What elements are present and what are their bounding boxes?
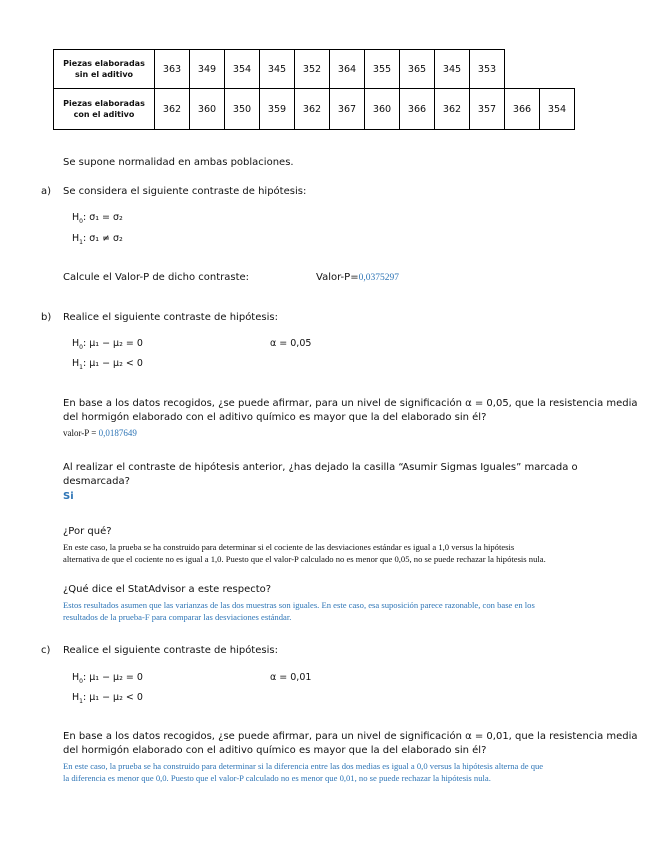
table-empty-cell — [505, 50, 540, 89]
h1-subscript: 1 — [79, 697, 83, 705]
table-cell: 349 — [190, 50, 225, 89]
section-c-h0 — [72, 672, 143, 685]
h0-expression: : σ₁ = σ₂ — [82, 212, 123, 223]
table-cell: 362 — [435, 89, 470, 130]
table-cell: 362 — [295, 89, 330, 130]
table-cell: 357 — [470, 89, 505, 130]
why-answer-line: alternativa de que el cociente no es igual a 1,0. Puesto que el valor-P calculado no es menor que 0,05, no se puede rechazar la hipótesis nula. — [63, 553, 546, 564]
table-cell: 359 — [260, 89, 295, 130]
section-b-title: Realice el siguiente contraste de hipótesis: — [63, 312, 278, 323]
section-c-h1 — [72, 692, 143, 705]
table-empty-cell — [540, 50, 575, 89]
row-header-sin-aditivo — [54, 50, 155, 89]
table-cell: 353 — [470, 50, 505, 89]
table-cell: 364 — [330, 50, 365, 89]
table-cell: 360 — [190, 89, 225, 130]
h1-letter: H — [72, 358, 80, 369]
h1-expression: : μ₁ − μ₂ < 0 — [82, 692, 143, 703]
h0-subscript: 0 — [79, 217, 83, 225]
h1-subscript: 1 — [79, 238, 83, 246]
h1-letter: H — [72, 233, 80, 244]
advisor-answer-line: resultados de la prueba-F para comparar las desviaciones estándar. — [63, 611, 292, 622]
section-c-answer-line: En este caso, la prueba se ha construido para determinar si la diferencia entre las dos medias es igual a 0,0 versus la hipótesis alterna de que — [63, 761, 544, 771]
section-b-answer — [63, 428, 137, 438]
why-answer-line: En este caso, la prueba se ha construido para determinar si el cociente de las desviaciones estándar es igual a 1,0 versus la hipótesis — [63, 542, 515, 552]
table-cell: 366 — [505, 89, 540, 130]
h0-letter: H — [72, 672, 80, 683]
h0-subscript: 0 — [79, 677, 83, 685]
normality-note: Se supone normalidad en ambas poblaciones. — [63, 157, 294, 168]
advisor-title: ¿Qué dice el StatAdvisor a este respecto? — [63, 584, 272, 595]
valor-p-value: 0,0375297 — [358, 273, 399, 283]
table-cell: 352 — [295, 50, 330, 89]
section-a-h0 — [72, 212, 123, 225]
section-b-question-line1: En base a los datos recogidos, ¿se puede afirmar, para un nivel de significación α = 0,05, que la resistencia media — [63, 398, 638, 409]
h0-subscript: 0 — [79, 343, 83, 351]
table-cell: 366 — [400, 89, 435, 130]
table-row-con-aditivo — [54, 89, 575, 130]
table-cell: 345 — [260, 50, 295, 89]
table-cell: 350 — [225, 89, 260, 130]
table-cell: 355 — [365, 50, 400, 89]
section-c-letter: c) — [41, 645, 51, 656]
sigma-answer: Si — [63, 491, 74, 502]
sigma-question-line2: desmarcada? — [63, 476, 130, 487]
valor-p-label: Valor-P= — [316, 272, 359, 283]
why-answer — [63, 542, 546, 565]
section-a-answer — [316, 272, 399, 283]
section-a-h1 — [72, 233, 123, 246]
row-header-line: sin el aditivo — [74, 70, 134, 79]
row-header-con-aditivo — [54, 89, 155, 130]
h0-letter: H — [72, 338, 80, 349]
table-cell: 354 — [540, 89, 575, 130]
h1-expression: : μ₁ − μ₂ < 0 — [82, 358, 143, 369]
table-cell: 367 — [330, 89, 365, 130]
valor-p-label: valor-P = — [63, 428, 99, 438]
h0-expression: : μ₁ − μ₂ = 0 — [82, 672, 143, 683]
section-b-h0 — [72, 338, 143, 351]
section-c-question-line1: En base a los datos recogidos, ¿se puede afirmar, para un nivel de significación α = 0,01, que la resistencia media — [63, 731, 638, 742]
table-cell: 360 — [365, 89, 400, 130]
h1-letter: H — [72, 692, 80, 703]
h0-expression: : μ₁ − μ₂ = 0 — [82, 338, 143, 349]
advisor-answer-line: Estos resultados asumen que las varianzas de las dos muestras son iguales. En este caso, esa suposición parece razonable, con base en los — [63, 600, 535, 610]
row-header-line: con el aditivo — [73, 110, 135, 119]
section-b-letter: b) — [41, 312, 52, 323]
section-c-title: Realice el siguiente contraste de hipótesis: — [63, 645, 278, 656]
section-c-question-line2: del hormigón elaborado con el aditivo químico es mayor que la del elaborado sin él? — [63, 745, 487, 756]
section-c-answer — [63, 761, 543, 784]
section-a-title: Se considera el siguiente contraste de hipótesis: — [63, 186, 307, 197]
advisor-answer — [63, 600, 535, 623]
table-row-sin-aditivo — [54, 50, 575, 89]
h1-subscript: 1 — [79, 363, 83, 371]
table-cell: 345 — [435, 50, 470, 89]
section-a-question: Calcule el Valor-P de dicho contraste: — [63, 272, 250, 283]
row-header-line: Piezas elaboradas — [63, 59, 145, 68]
data-table — [53, 49, 575, 130]
table-cell: 365 — [400, 50, 435, 89]
sigma-question-line1: Al realizar el contraste de hipótesis anterior, ¿has dejado la casilla “Asumir Sigmas Iguales” marcada o — [63, 462, 578, 473]
h1-expression: : σ₁ ≠ σ₂ — [82, 233, 123, 244]
table-cell: 362 — [155, 89, 190, 130]
h0-letter: H — [72, 212, 80, 223]
section-c-answer-line: la diferencia es menor que 0,0. Puesto que el valor-P calculado no es menor que 0,01, no se puede rechazar la hipótesis nula. — [63, 772, 491, 783]
section-b-h1 — [72, 358, 143, 371]
why-title: ¿Por qué? — [63, 526, 112, 537]
table-cell: 363 — [155, 50, 190, 89]
section-a-letter: a) — [41, 186, 52, 197]
row-header-line: Piezas elaboradas — [63, 99, 145, 108]
section-c-alpha: α = 0,01 — [270, 672, 312, 683]
table-cell: 354 — [225, 50, 260, 89]
section-b-alpha: α = 0,05 — [270, 338, 312, 349]
valor-p-value: 0,0187649 — [98, 428, 137, 438]
section-b-question-line2: del hormigón elaborado con el aditivo químico es mayor que la del elaborado sin él? — [63, 412, 487, 423]
